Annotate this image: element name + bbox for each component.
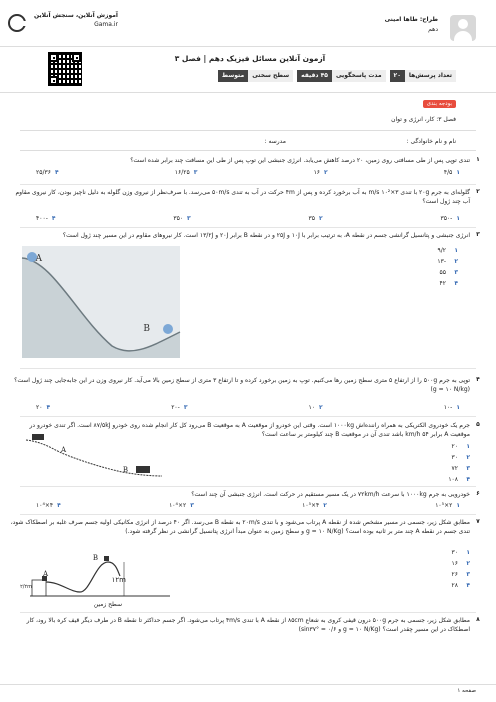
option-4[interactable]: ۴ ۴×۱۰⁴ [36, 502, 61, 509]
divider [0, 684, 496, 685]
stat-duration: مدت پاسخگویی ۴۵ دقیقه [297, 70, 385, 82]
question-5-options [390, 441, 470, 485]
question-text: مطابق شکل زیر، جسمی در مسیر مشخص شده از نقطه A پرتاب می‌شود و با تندی ۲۰m/s به نقطه B می‌رسد. اگر ۴۰ درصد از انرژی مکانیکی اولیه جسم صرف غلبه بر اصطکاک شود، تندی جسم در نقطه A چند متر بر ثانیه بوده است؟ (g = ۱۰ N/Kg و سطح زمین به عنوان مبدأ انرژی پتانسیل گرانشی در نظر گرفته شود.) [10, 519, 470, 535]
question-number: ۵ [476, 421, 480, 428]
option-3[interactable]: ۳ ۱۶/۲۵ [174, 169, 198, 176]
option-4[interactable]: ۴ ۲۸ [451, 582, 470, 589]
question-4 [10, 376, 484, 416]
divider [0, 92, 496, 93]
option-2[interactable]: ۲ -۱۳ [437, 258, 458, 265]
divider [0, 46, 496, 47]
question-number: ۲ [476, 188, 480, 195]
block-b-icon [104, 556, 109, 561]
site-name: آموزش آنلاین، سنجش آنلاین [33, 12, 118, 19]
question-text: توپی به جرم ۵۰۰g را از ارتفاع ۵ متری سطح زمین رها می‌کنیم. توپ به زمین برخورد کرده و تا ارتفاع ۳ متری از سطح زمین بالا می‌آید. کار نیروی وزن در این جابه‌جایی چند ژول است؟ (g = ۱۰ N/kg) [14, 377, 470, 393]
designer-info [318, 15, 438, 35]
qr-code-icon [48, 52, 82, 86]
site-branding [28, 11, 118, 29]
divider [20, 150, 476, 151]
option-4[interactable]: ۴ ۴۲ [439, 280, 458, 287]
option-2[interactable]: ۲ ۳۵ [308, 215, 323, 222]
site-url: Gama.ir [94, 21, 118, 28]
question-number: ۷ [476, 518, 480, 525]
height-b-label: ۱۲m [111, 576, 126, 584]
school-label: مدرسه : [264, 138, 286, 145]
car-a-icon [32, 434, 44, 440]
question-number: ۱ [476, 156, 480, 163]
point-b-label: B [143, 324, 150, 334]
option-4[interactable]: ۴ ۱۰۸ [448, 476, 470, 483]
option-1[interactable]: ۱ ۲۰ [451, 443, 470, 450]
budget-tag: بودجه بندی [423, 100, 456, 108]
question-text: انرژی جنبشی و پتانسیل گرانشی جسم در نقطه A، به ترتیب برابر با ۱۰J و ۲۵J و در نقطه B برابر ۲۰J و ۱۳/۲J است. کار نیروهای مقاوم در این مسیر چند ژول است؟ [62, 232, 470, 239]
question-text: خودرویی به جرم ۱۰۰۰kg با سرعت ۷۲km/h در یک مسیر مستقیم در حرکت است. انرژی جنبشی آن چند است؟ [191, 491, 470, 498]
option-2[interactable]: ۲ ۱۰ [308, 404, 323, 411]
point-a-label: A [35, 254, 42, 264]
page-number: صفحه ۱ [457, 688, 476, 694]
question-number: ۶ [476, 490, 480, 497]
point-b-label: B [122, 466, 128, 474]
ground-label: سطح زمین [93, 601, 122, 608]
car-b-icon [136, 466, 150, 473]
option-3[interactable]: ۳ ۳۵۰ [173, 215, 191, 222]
question-number: ۸ [476, 616, 480, 623]
designer-label: طراح: طاها امینی [384, 16, 438, 23]
option-2[interactable]: ۲ ۱۶ [451, 560, 470, 567]
gama-logo-icon [8, 14, 26, 32]
stat-difficulty: سطح سختی متوسط [218, 70, 293, 82]
question-7-options [390, 547, 470, 591]
question-6 [10, 490, 484, 514]
point-a-label: A [60, 446, 66, 454]
car-track-figure [24, 432, 164, 488]
point-a-label: A [42, 570, 48, 578]
option-2[interactable]: ۲ ۱۶ [313, 169, 328, 176]
student-name-label: نام و نام خانوادگی : [406, 138, 456, 145]
option-3[interactable]: ۳ ۲×۱۰⁴ [169, 502, 194, 509]
ball-b-icon [163, 324, 173, 334]
stat-question-count: تعداد پرسش‌ها ۲۰ [390, 70, 456, 82]
point-b-label: B [92, 554, 98, 562]
question-1 [10, 156, 484, 182]
question-text: تندی توپی پس از طی مسافتی روی زمین، ۲۰ درصد کاهش می‌یابد. انرژی جنبشی این توپ پس از طی این مسافت چند برابر شده است؟ [130, 157, 470, 164]
option-4[interactable]: ۴ ۲۰ [36, 404, 51, 411]
option-2[interactable]: ۲ ۴×۱۰⁵ [302, 502, 327, 509]
ramp-figure [20, 552, 170, 610]
exam-title: آزمون آنلاین مسائل فیزیک دهم | فصل ۳ [174, 54, 326, 63]
option-4[interactable]: ۴ -۴۰۰ [36, 215, 56, 222]
option-1[interactable]: ۱ -۱۰ [443, 404, 460, 411]
question-number: ۴ [476, 376, 480, 383]
option-1[interactable]: ۱ ۳۰ [451, 549, 470, 556]
question-text: جرم یک خودروی الکتریکی به همراه راننده‌اش ۱۰۰۰kg است. وقتی این خودرو از موقعیت A به موقعیت B می‌رود کل کار انجام شده روی خودرو ۸۷/۵kJ است. اگر تندی خودرو در موقعیت A برابر ۵۴ km/h باشد تندی آن در موقعیت B چند کیلومتر بر ساعت است؟ [29, 422, 470, 438]
divider [20, 130, 476, 131]
chapter-label: فصل ۳: کار، انرژی و توان [391, 116, 456, 123]
question-text: گلوله‌ای به جرم ۲۰g با تندی ۳×۱۰² m/s به آب برخورد کرده و پس از ۴m حرکت در آب به تندی ۵۰m/s می‌رسد. با صرف‌نظر از نیروی وزن گلوله به دلیل ناچیز بودن، کار نیروی مقاوم آب چند ژول است؟ [15, 189, 470, 205]
option-3[interactable]: ۳ ۲۶ [451, 571, 470, 578]
question-8 [10, 616, 484, 646]
question-number: ۳ [476, 231, 480, 238]
option-4[interactable]: ۴ ۲۵/۳۶ [36, 169, 59, 176]
avatar [450, 15, 476, 41]
option-2[interactable]: ۲ ۳۰ [451, 454, 470, 461]
option-3[interactable]: ۳ ۷۲ [451, 465, 470, 472]
option-1[interactable]: ۱ ۴/۵ [443, 169, 460, 176]
height-a-label: ۲/۲m [20, 584, 32, 590]
option-1[interactable]: ۱ ۲×۱۰⁵ [435, 502, 460, 509]
option-3[interactable]: ۳ -۲۰ [171, 404, 188, 411]
question-text: مطابق شکل زیر، جسمی به جرم ۵۰۰g درون قیفی کروی به شعاع ۸۵cm از نقطه A با تندی ۴m/s پرتاب می‌شود. اگر جسم حداکثر تا نقطه B در طرف دیگر قیف کره بالا رود، کار اصطکاک در این مسیر چقدر است؟ (g = ۱۰ N/Kg و sin۳۷° = ۰/۶) [26, 617, 470, 633]
option-3[interactable]: ۳ ۵۵ [439, 269, 458, 276]
exam-stats [214, 70, 456, 82]
valley-slope-figure [22, 246, 180, 358]
grade-label: دهم [428, 26, 438, 33]
option-1[interactable]: ۱ ۹/۲ [437, 247, 458, 254]
question-2 [10, 188, 484, 226]
option-1[interactable]: ۱ -۳۵۰ [440, 215, 460, 222]
